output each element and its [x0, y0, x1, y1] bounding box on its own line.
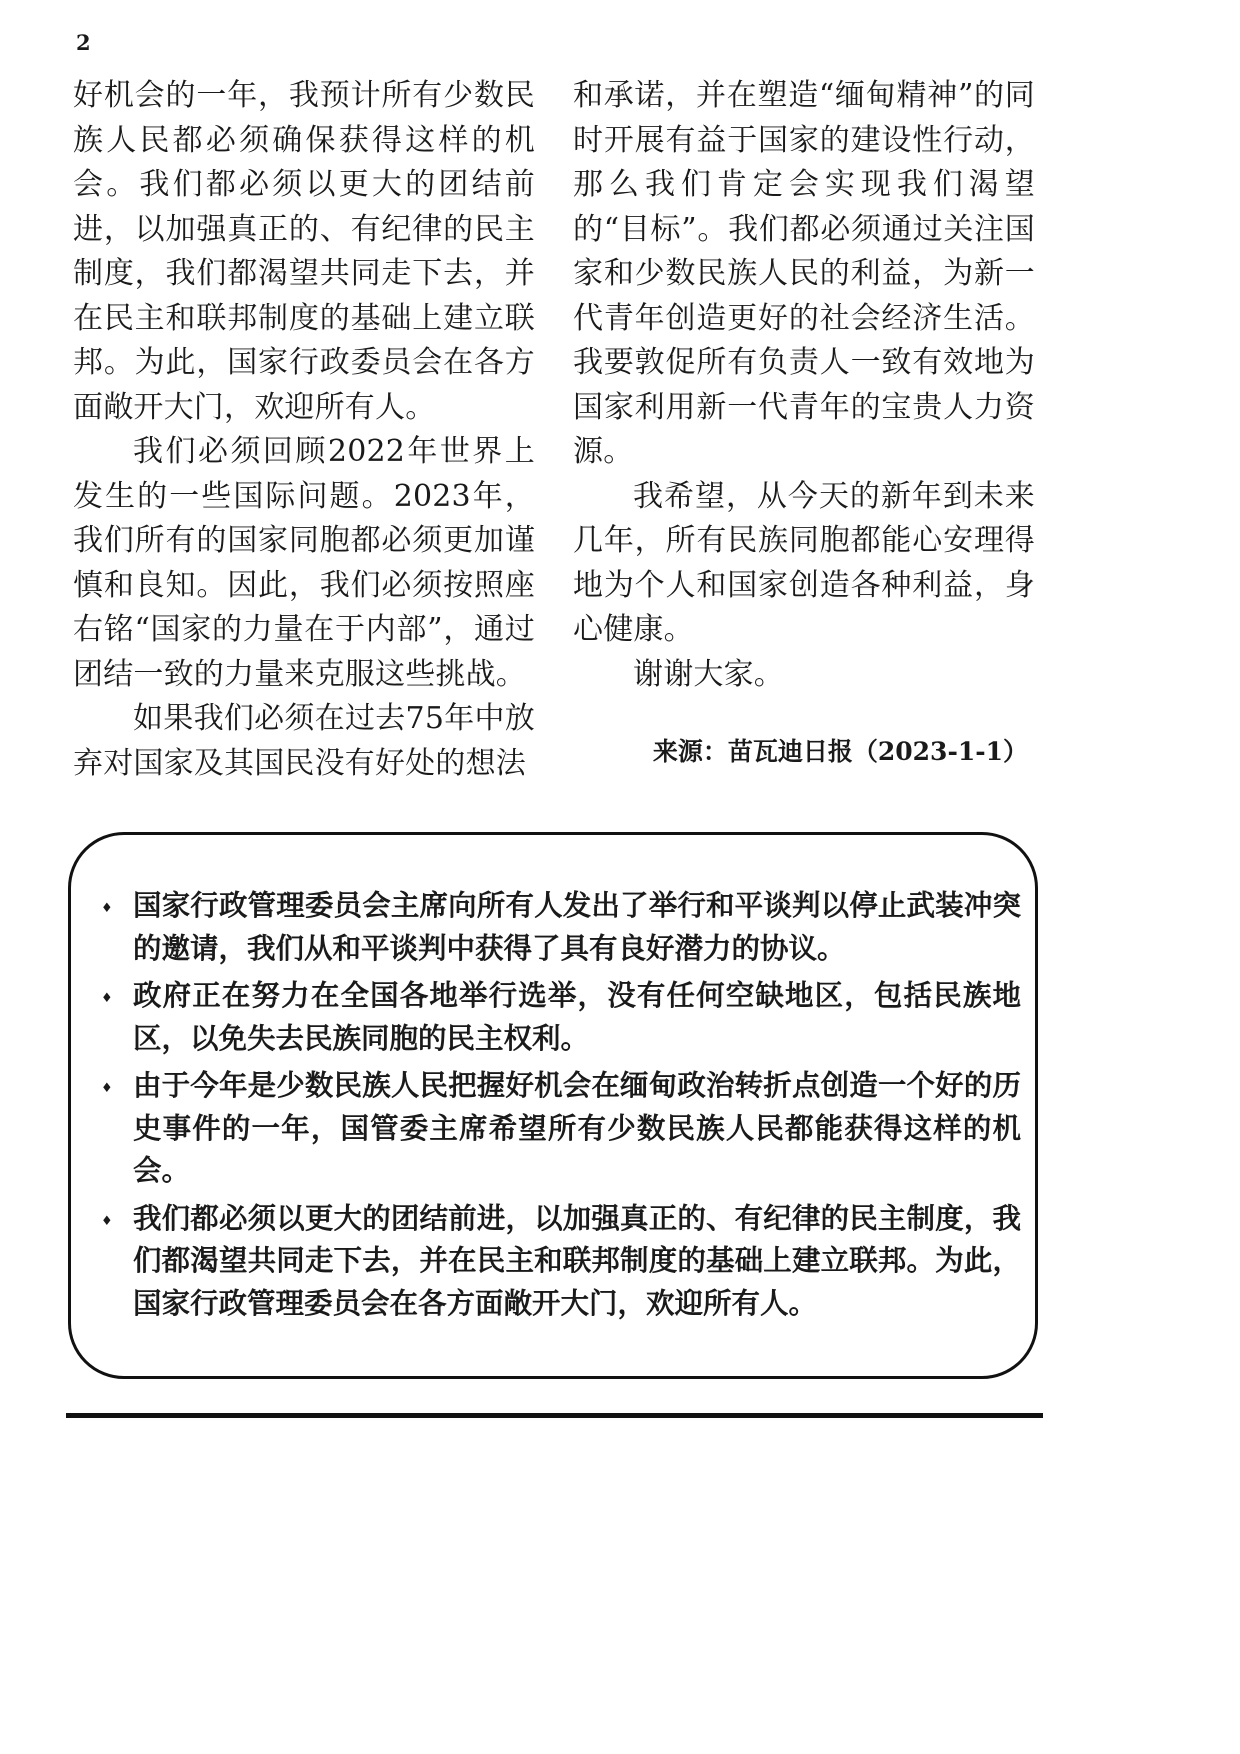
summary-item — [101, 885, 1021, 970]
diamond-bullet-icon: ♦ — [101, 1081, 113, 1096]
summary-item-text: 政府正在努力在全国各地举行选举，没有任何空缺地区，包括民族地区，以免失去民族同胞的民主权利。 — [133, 979, 1021, 1055]
bottom-divider — [66, 1413, 1043, 1418]
article-paragraph: 好机会的一年，我预计所有少数民族人民都必须确保获得这样的机会。我们都必须以更大的团结前进，以加强真正的、有纪律的民主制度，我们都渴望共同走下去，并在民主和联邦制度的基础上建立联邦。为此，国家行政委员会在各方面敞开大门，欢迎所有人。 — [73, 78, 535, 425]
diamond-bullet-icon: ♦ — [101, 1213, 113, 1229]
summary-item-text: 由于今年是少数民族人民把握好机会在缅甸政治转折点创造一个好的历史事件的一年，国管委主席希望所有少数民族人民都能获得这样的机会。 — [133, 1069, 1021, 1187]
summary-item — [101, 1198, 1021, 1326]
summary-item-text: 国家行政管理委员会主席向所有人发出了举行和平谈判以停止武装冲突的邀请，我们从和平谈判中获得了具有良好潜力的协议。 — [133, 889, 1021, 965]
article-paragraph: 如果我们必须在过去75年中放弃对国家及其国民没有好处的想法 — [73, 701, 535, 781]
article-paragraph: 和承诺，并在塑造“缅甸精神”的同时开展有益于国家的建设性行动，那么我们肯定会实现我们渴望的“目标”。我们都必须通过关注国家和少数民族人民的利益，为新一代青年创造更好的社会经济生活。我要敦促所有负责人一致有效地为国家利用新一代青年的宝贵人力资源。 — [573, 78, 1035, 469]
diamond-bullet-icon: ♦ — [101, 991, 113, 1006]
summary-list — [101, 885, 1021, 1330]
diamond-bullet-icon: ♦ — [101, 901, 113, 916]
source-citation: 来源：苗瓦迪日报（2023-1-1） — [652, 737, 1028, 766]
article-right-column — [573, 74, 1035, 697]
summary-box — [68, 832, 1038, 1379]
article-paragraph: 谢谢大家。 — [633, 656, 784, 692]
summary-item — [101, 975, 1021, 1060]
article-paragraph: 我希望，从今天的新年到未来几年，所有民族同胞都能心安理得地为个人和国家创造各种利益，身心健康。 — [573, 478, 1035, 647]
summary-item — [101, 1065, 1021, 1193]
article-left-column — [73, 74, 535, 786]
page-number: 2 — [76, 30, 91, 55]
summary-item-text: 我们都必须以更大的团结前进，以加强真正的、有纪律的民主制度，我们都渴望共同走下去，并在民主和联邦制度的基础上建立联邦。为此，国家行政管理委员会在各方面敞开大门，欢迎所有人。 — [133, 1201, 1021, 1320]
article-paragraph: 我们必须回顾2022年世界上发生的一些国际问题。2023年，我们所有的国家同胞都必须更加谨慎和良知。因此，我们必须按照座右铭“国家的力量在于内部”，通过团结一致的力量来克服这些挑战。 — [73, 434, 535, 692]
